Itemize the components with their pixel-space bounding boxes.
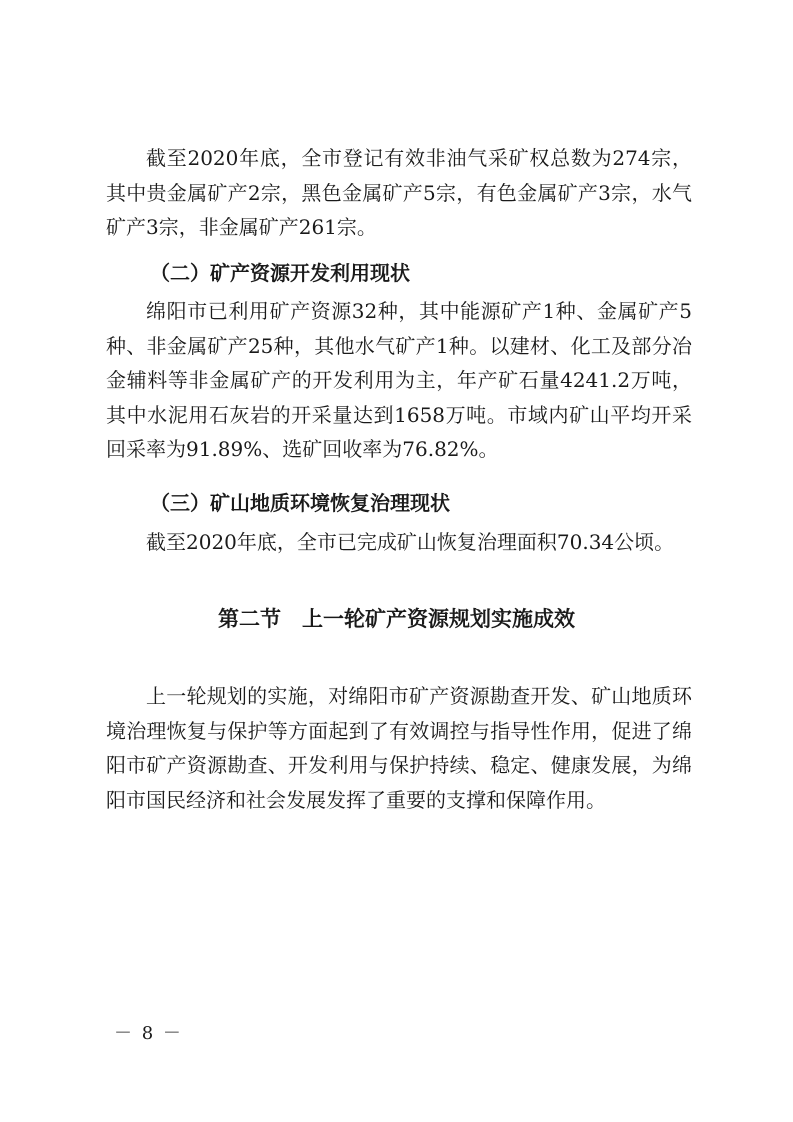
heading-restoration-status: （三）矿山地质环境恢复治理现状 bbox=[150, 491, 450, 515]
paragraph-restoration-status: 截至2020年底，全市已完成矿山恢复治理面积70.34公顷。 bbox=[146, 530, 675, 554]
section-title: 第二节 上一轮矿产资源规划实施成效 bbox=[218, 607, 575, 631]
paragraph-mining-rights: 截至2020年底，全市登记有效非油气采矿权总数为274宗，其中贵金属矿产2宗，黑色金属矿产5宗，有色金属矿产3宗，水气矿产3宗，非金属矿产261宗。 bbox=[106, 146, 692, 239]
paragraph-development-status: 绵阳市已利用矿产资源32种，其中能源矿产1种、金属矿产5种、非金属矿产25种，其他水气矿产1种。以建材、化工及部分冶金辅料等非金属矿产的开发利用为主，年产矿石量4241.2万吨，其中水泥用石灰岩的开采量达到1658万吨。市域内矿山平均开采回采率为91.89%、选矿回收率为76.82%。 bbox=[106, 299, 692, 461]
page-number: － 8 － bbox=[114, 1023, 183, 1044]
paragraph-plan-outcomes: 上一轮规划的实施，对绵阳市矿产资源勘查开发、矿山地质环境治理恢复与保护等方面起到了有效调控与指导性作用，促进了绵阳市矿产资源勘查、开发利用与保护持续、稳定、健康发展，为绵阳市国民经济和社会发展发挥了重要的支撑和保障作用。 bbox=[106, 684, 692, 812]
heading-development-status: （二）矿产资源开发利用现状 bbox=[150, 261, 410, 285]
